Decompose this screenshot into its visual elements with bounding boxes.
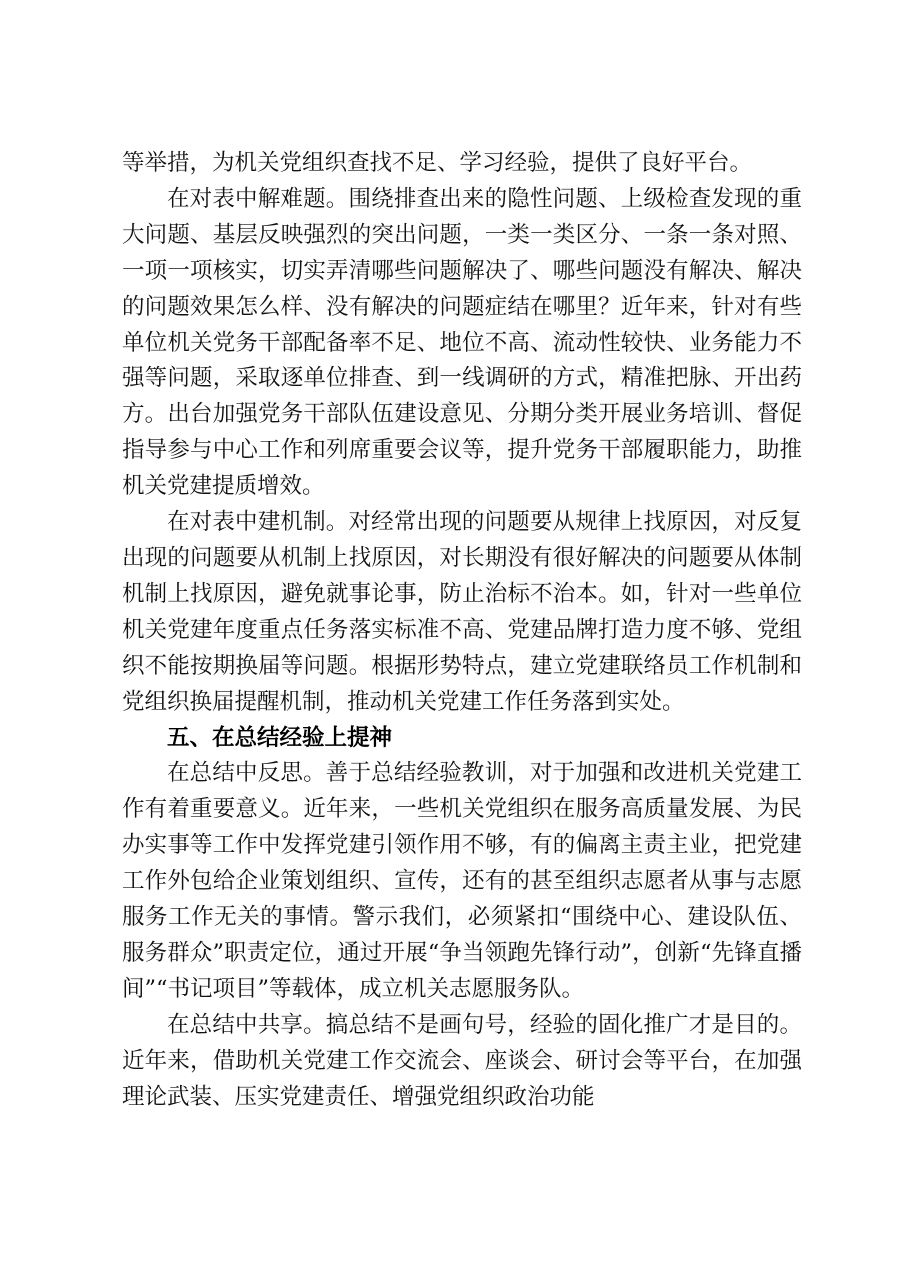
paragraph-build-mechanisms: 在对表中建机制。对经常出现的问题要从规律上找原因，对反复出现的问题要从机制上找原因，对长期没有很好解决的问题要从体制机制上找原因，避免就事论事，防止治标不治本。如，针对一些单位机关党建年度重点任务落实标准不高、党建品牌打造力度不够、党组织不能按期换届等问题。根据形势特点，建立党建联络员工作机制和党组织换届提醒机制，推动机关党建工作任务落到实处。 <box>122 509 802 715</box>
paragraph-sharing: 在总结中共享。搞总结不是画句号，经验的固化推广才是目的。近年来，借助机关党建工作交流会、座谈会、研讨会等平台，在加强理论武装、压实党建责任、增强党组织政治功能 <box>122 1011 802 1110</box>
paragraph-reflection: 在总结中反思。善于总结经验教训，对于加强和改进机关党建工作有着重要意义。近年来，一些机关党组织在服务高质量发展、为民办实事等工作中发挥党建引领作用不够，有的偏离主责主业，把党建工作外包给企业策划组织、宣传，还有的甚至组织志愿者从事与志愿服务工作无关的事情。警示我们，必须紧扣“围绕中心、建设队伍、服务群众”职责定位，通过开展“争当领跑先锋行动”，创新“先锋直播间”“书记项目”等载体，成立机关志愿服务队。 <box>122 760 802 1002</box>
section-heading: 五、在总结经验上提神 <box>167 724 393 751</box>
document-body <box>122 146 802 1115</box>
paragraph-continuation: 等举措，为机关党组织查找不足、学习经验，提供了良好平台。 <box>122 150 753 176</box>
paragraph-solve-problems: 在对表中解难题。围绕排查出来的隐性问题、上级检查发现的重大问题、基层反映强烈的突出问题，一类一类区分、一条一条对照、一项一项核实，切实弄清哪些问题解决了、哪些问题没有解决、解决的问题效果怎么样、没有解决的问题症结在哪里？近年来，针对有些单位机关党务干部配备率不足、地位不高、流动性较快、业务能力不强等问题，采取逐单位排查、到一线调研的方式，精准把脉、开出药方。出台加强党务干部队伍建设意见、分期分类开展业务培训、督促指导参与中心工作和列席重要会议等，提升党务干部履职能力，助推机关党建提质增效。 <box>122 185 802 500</box>
